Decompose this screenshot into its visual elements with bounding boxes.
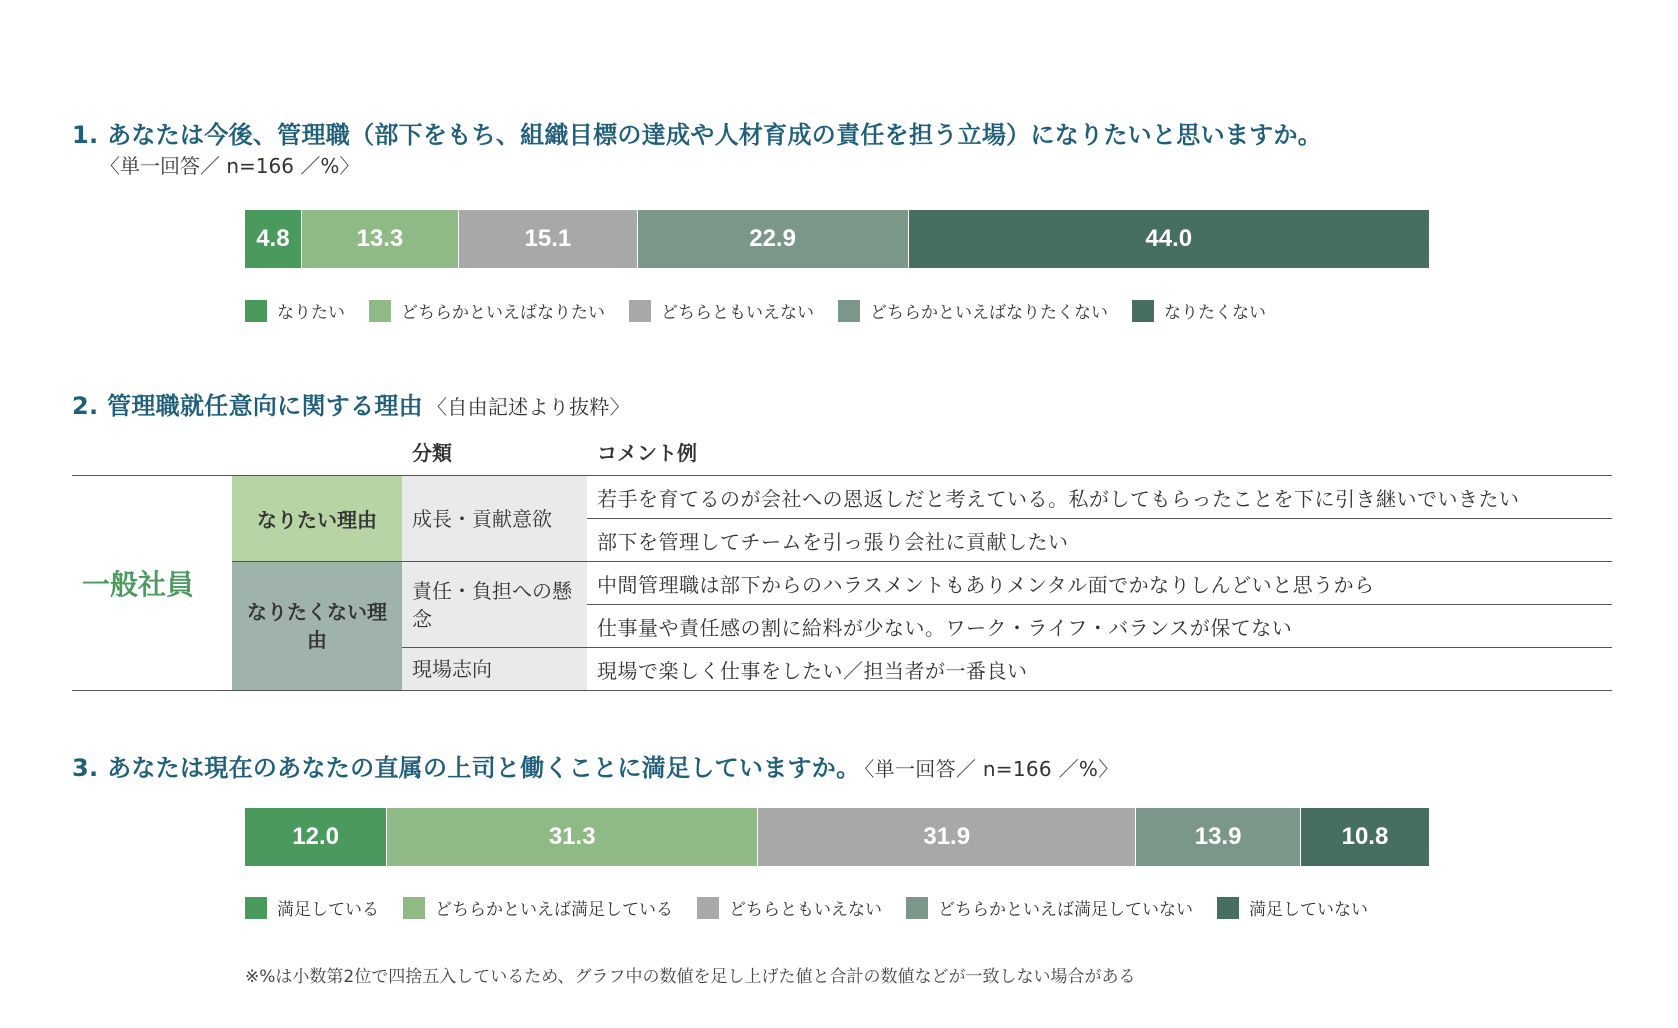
legend-swatch (697, 897, 719, 919)
q1-bar-segment-3: 15.1 (459, 210, 638, 268)
q3-bar-segment-2: 31.3 (387, 808, 758, 866)
q1-legend-item-2 (369, 298, 605, 323)
legend-swatch (629, 300, 651, 322)
legend-label: どちらともいえない (661, 303, 814, 323)
table-row (72, 476, 1612, 519)
legend-swatch (906, 897, 928, 919)
comment-cell: 若手を育てるのが会社への恩返しだと考えている。私がしてもらったことを下に引き継いでいきたい (587, 476, 1612, 519)
q3-legend-item-4 (906, 895, 1193, 920)
q2-title (72, 386, 630, 421)
reason-no-label: なりたくない理由 (232, 562, 402, 691)
legend-swatch (403, 897, 425, 919)
q1-legend-item-1 (245, 298, 345, 323)
legend-label: どちらかといえば満足していない (938, 900, 1193, 920)
legend-swatch (369, 300, 391, 322)
header-category: 分類 (402, 433, 587, 476)
q1-subtitle: 〈単一回答／ n=166 ／%〉 (100, 154, 360, 178)
q3-bar-segment-3: 31.9 (758, 808, 1136, 866)
legend-label: なりたくない (1164, 303, 1266, 323)
q3-legend (245, 895, 1392, 920)
q1-bar-segment-5: 44.0 (909, 210, 1429, 268)
category-cell: 責任・負担への懸念 (402, 562, 587, 648)
legend-label: 満足している (277, 900, 379, 920)
q3-bar-segment-5: 10.8 (1301, 808, 1429, 866)
header-comment: コメント例 (587, 433, 1612, 476)
category-cell: 成長・貢献意欲 (402, 476, 587, 562)
legend-swatch (838, 300, 860, 322)
q3-title-note: 〈単一回答／ n=166 ／%〉 (864, 757, 1119, 781)
q2-title-note: 〈自由記述より抜粋〉 (426, 395, 630, 419)
q1-bar-segment-2: 13.3 (302, 210, 459, 268)
comment-cell: 現場で楽しく仕事をしたい／担当者が一番良い (587, 648, 1612, 691)
q1-bar-segment-1: 4.8 (245, 210, 302, 268)
group-label: 一般社員 (72, 476, 232, 691)
q3-title (72, 748, 1119, 783)
q3-legend-item-5 (1217, 895, 1368, 920)
legend-label: なりたい (277, 303, 345, 323)
legend-swatch (245, 897, 267, 919)
q1-legend-item-3 (629, 298, 814, 323)
q2-title-text: 2. 管理職就任意向に関する理由 (72, 392, 423, 420)
header-blank (72, 433, 232, 476)
legend-swatch (1217, 897, 1239, 919)
q1-legend-item-5 (1132, 298, 1266, 323)
legend-swatch (1132, 300, 1154, 322)
legend-label: どちらともいえない (729, 900, 882, 920)
q3-title-text: 3. あなたは現在のあなたの直属の上司と働くことに満足していますか。 (72, 754, 861, 782)
legend-label: どちらかといえば満足している (435, 900, 673, 920)
legend-swatch (245, 300, 267, 322)
q1-bar-segment-4: 22.9 (638, 210, 909, 268)
q3-bar-segment-4: 13.9 (1136, 808, 1301, 866)
reasons-table (72, 433, 1612, 691)
q3-legend-item-1 (245, 895, 379, 920)
legend-label: どちらかといえばなりたい (401, 303, 605, 323)
category-cell: 現場志向 (402, 648, 587, 691)
q3-bar-segment-1: 12.0 (245, 808, 387, 866)
q3-legend-item-3 (697, 895, 882, 920)
table-header-row (72, 433, 1612, 476)
header-blank-2 (232, 433, 402, 476)
table-row (72, 562, 1612, 605)
q1-title: 1. あなたは今後、管理職（部下をもち、組織目標の達成や人材育成の責任を担う立場）になりたいと思いますか。 (72, 121, 1323, 149)
q1-legend-item-4 (838, 298, 1108, 323)
reason-yes-label: なりたい理由 (232, 476, 402, 562)
comment-cell: 部下を管理してチームを引っ張り会社に貢献したい (587, 519, 1612, 562)
q3-stacked-bar (245, 808, 1429, 866)
comment-cell: 中間管理職は部下からのハラスメントもありメンタル面でかなりしんどいと思うから (587, 562, 1612, 605)
q1-stacked-bar (245, 210, 1429, 268)
q1-legend (245, 298, 1290, 323)
footnote: ※%は小数第2位で四捨五入しているため、グラフ中の数値を足し上げた値と合計の数値などが一致しない場合がある (245, 967, 1136, 987)
legend-label: 満足していない (1249, 900, 1368, 920)
q3-legend-item-2 (403, 895, 673, 920)
legend-label: どちらかといえばなりたくない (870, 303, 1108, 323)
comment-cell: 仕事量や責任感の割に給料が少ない。ワーク・ライフ・バランスが保てない (587, 605, 1612, 648)
